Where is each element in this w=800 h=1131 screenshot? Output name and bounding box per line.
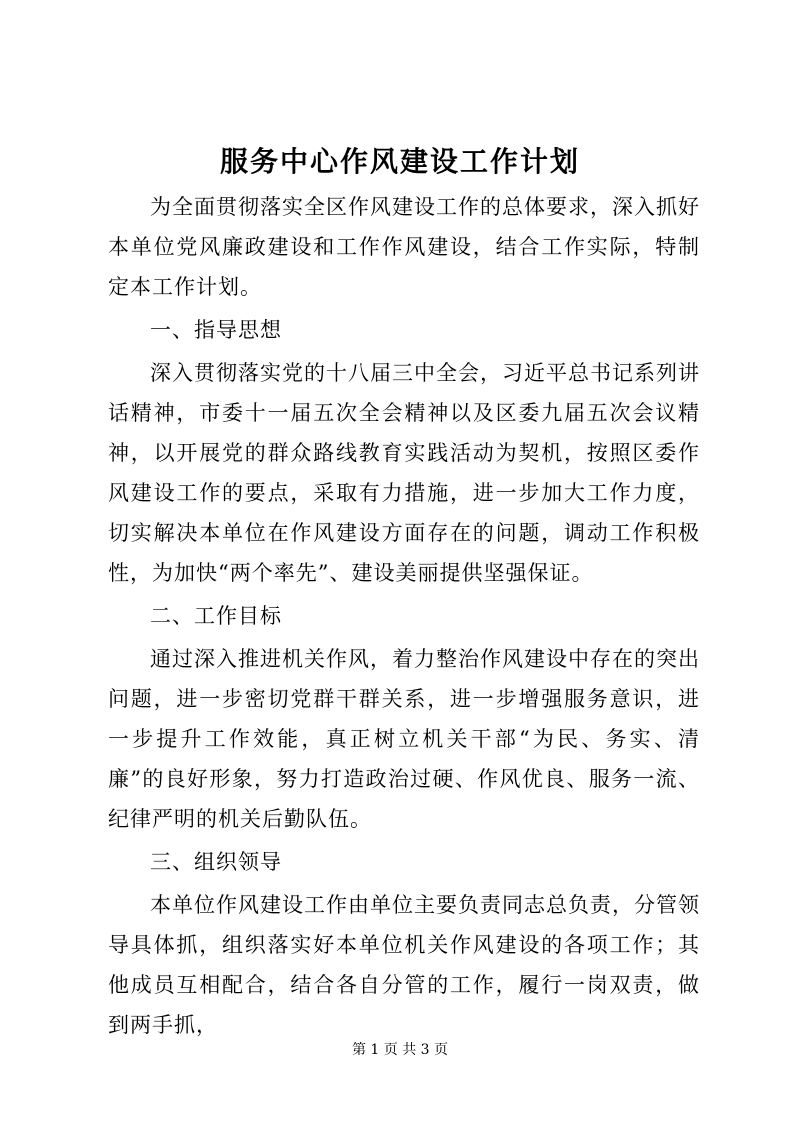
work-goals-paragraph: 通过深入推进机关作风，着力整治作风建设中存在的突出问题，进一步密切党群干群关系，进一步增强服务意识，进一步提升工作效能，真正树立机关干部“为民、务实、清廉”的良好形象，努力打造政治过硬、作风优良、服务一流、纪律严明的机关后勤队伍。	[108, 647, 700, 831]
guiding-thought-paragraph: 深入贯彻落实党的十八届三中全会，习近平总书记系列讲话精神，市委十一届五次全会精神以及区委九届五次会议精神，以开展党的群众路线教育实践活动为契机，按照区委作风建设工作的要点，采取有力措施，进一步加大工作力度，切实解决本单位在作风建设方面存在的问题，调动工作积极性，为加快“两个率先”、建设美丽提供坚强保证。	[108, 361, 700, 585]
document-title: 服务中心作风建设工作计划	[219, 145, 580, 178]
organization-paragraph: 本单位作风建设工作由单位主要负责同志总负责，分管领导具体抓，组织落实好本单位机关作风建设的各项工作；其他成员互相配合，结合各自分管的工作，履行一岗双责，做到两手抓，	[108, 893, 700, 1037]
section-heading-guiding-thought: 一、指导思想	[150, 318, 282, 342]
document-body	[108, 187, 700, 1048]
section-heading-work-goals: 二、工作目标	[150, 604, 282, 628]
section-heading-organization: 三、组织领导	[150, 850, 282, 874]
page-number-footer: 第 1 页 共 3 页	[351, 1042, 449, 1058]
intro-paragraph: 为全面贯彻落实全区作风建设工作的总体要求，深入抓好本单位党风廉政建设和工作作风建设，结合工作实际，特制定本工作计划。	[108, 195, 700, 299]
